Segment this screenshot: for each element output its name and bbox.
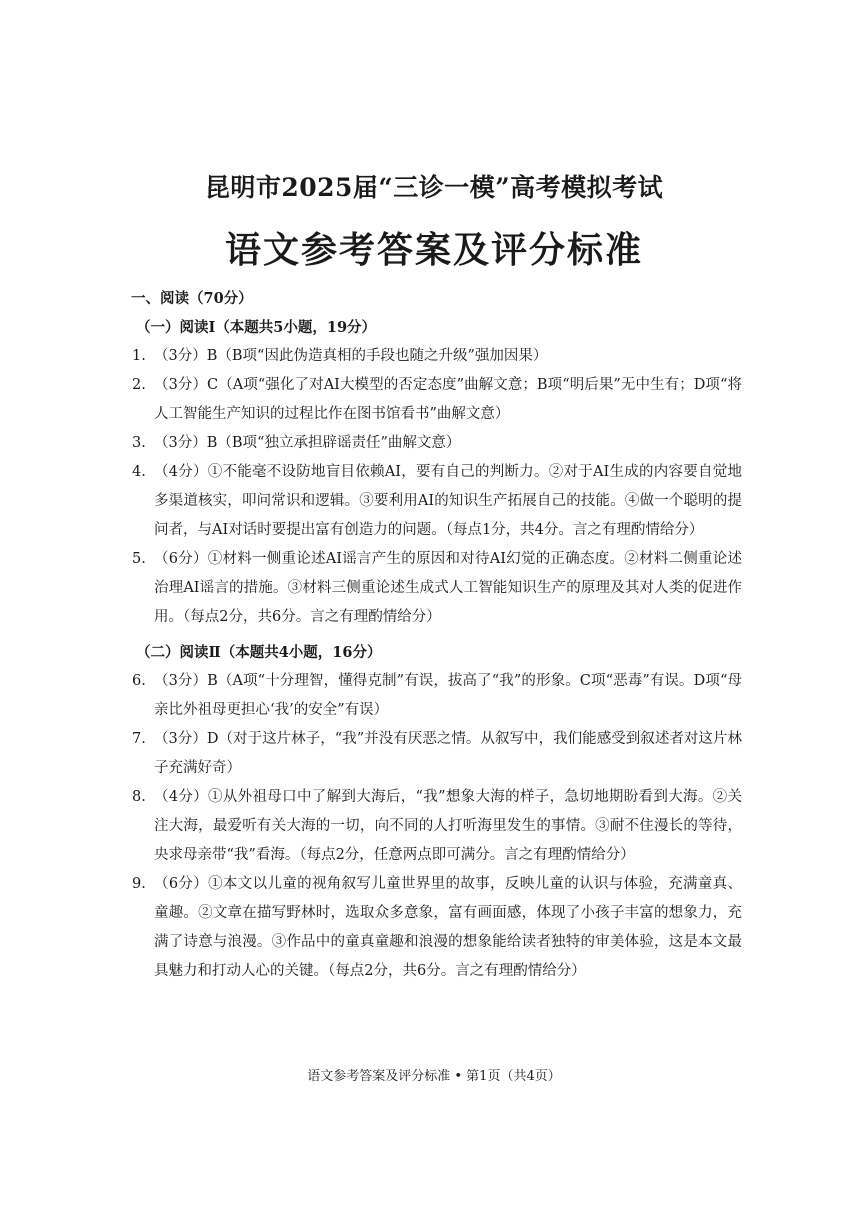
document-title: 语文参考答案及评分标准 xyxy=(224,229,643,271)
answer-text: （3分）C（A项“强化了对AI大模型的否定态度”曲解文意；B项“明后果”无中生有；D项“将人工智能生产知识的过程比作在图书馆看书”曲解文意） xyxy=(154,377,742,422)
answer-item-4 xyxy=(132,458,742,545)
answers-content xyxy=(122,284,742,986)
answer-item-8 xyxy=(132,783,742,870)
exam-title: 昆明市2025届“三诊一模”高考模拟考试 xyxy=(204,173,664,202)
subsection-heading-reading-1: （一）阅读Ⅰ（本题共5小题，19分） xyxy=(136,319,377,336)
answer-item-7 xyxy=(132,725,742,783)
answer-item-3 xyxy=(132,429,742,458)
answer-item-9 xyxy=(132,870,742,986)
answer-number: 6. xyxy=(132,673,146,689)
answer-number: 3. xyxy=(132,435,146,451)
answer-item-6 xyxy=(132,667,742,725)
answer-item-1 xyxy=(132,342,742,371)
answer-text: （3分）B（B项“独立承担辟谣责任”曲解文意） xyxy=(154,435,461,451)
answer-number: 4. xyxy=(132,464,146,480)
answer-text: （6分）①本文以儿童的视角叙写儿童世界里的故事，反映儿童的认识与体验，充满童真、童趣。②文章在描写野林时，选取众多意象，富有画面感，体现了小孩子丰富的想象力，充满了诗意与浪漫。③作品中的童真童趣和浪漫的想象能给读者独特的审美体验，这是本文最具魅力和打动人心的关键。（每点2分，共6分。言之有理酌情给分） xyxy=(154,876,742,979)
answer-number: 8. xyxy=(132,789,146,805)
answer-number: 1. xyxy=(132,348,146,364)
answer-number: 2. xyxy=(132,377,146,393)
answer-text: （6分）①材料一侧重论述AI谣言产生的原因和对待AI幻觉的正确态度。②材料二侧重论述治理AI谣言的措施。③材料三侧重论述生成式人工智能知识生产的原理及其对人类的促进作用。（每点2分，共6分。言之有理酌情给分） xyxy=(154,551,742,625)
section-heading-reading: 一、阅读（70分） xyxy=(131,290,253,307)
answer-number: 5. xyxy=(132,551,146,567)
answer-number: 7. xyxy=(132,731,146,747)
answer-text: （4分）①从外祖母口中了解到大海后，“我”想象大海的样子，急切地期盼看到大海。②关注大海，最爱听有关大海的一切，向不同的人打听海里发生的事情。③耐不住漫长的等待，央求母亲带“我”看海。（每点2分，任意两点即可满分。言之有理酌情给分） xyxy=(154,789,742,863)
answer-text: （3分）B（A项“十分理智，懂得克制”有误，拔高了“我”的形象。C项“恶毒”有误。D项“母亲比外祖母更担心‘我’的安全”有误） xyxy=(154,673,742,718)
subsection-heading-reading-2: （二）阅读Ⅱ（本题共4小题，16分） xyxy=(136,644,382,661)
answer-number: 9. xyxy=(132,876,146,892)
answer-text: （3分）B（B项“因此伪造真相的手段也随之升级”强加因果） xyxy=(154,348,548,364)
answer-text: （4分）①不能毫不设防地盲目依赖AI，要有自己的判断力。②对于AI生成的内容要自觉地多渠道核实，叩问常识和逻辑。③要利用AI的知识生产拓展自己的技能。④做一个聪明的提问者，与AI对话时要提出富有创造力的问题。（每点1分，共4分。言之有理酌情给分） xyxy=(154,464,742,538)
answer-text: （3分）D（对于这片林子，“我”并没有厌恶之情。从叙写中，我们能感受到叙述者对这片林子充满好奇） xyxy=(154,731,742,776)
answer-item-2 xyxy=(132,371,742,429)
page-footer: 语文参考答案及评分标准 • 第1页（共4页） xyxy=(307,1069,561,1084)
answer-item-5 xyxy=(132,545,742,632)
